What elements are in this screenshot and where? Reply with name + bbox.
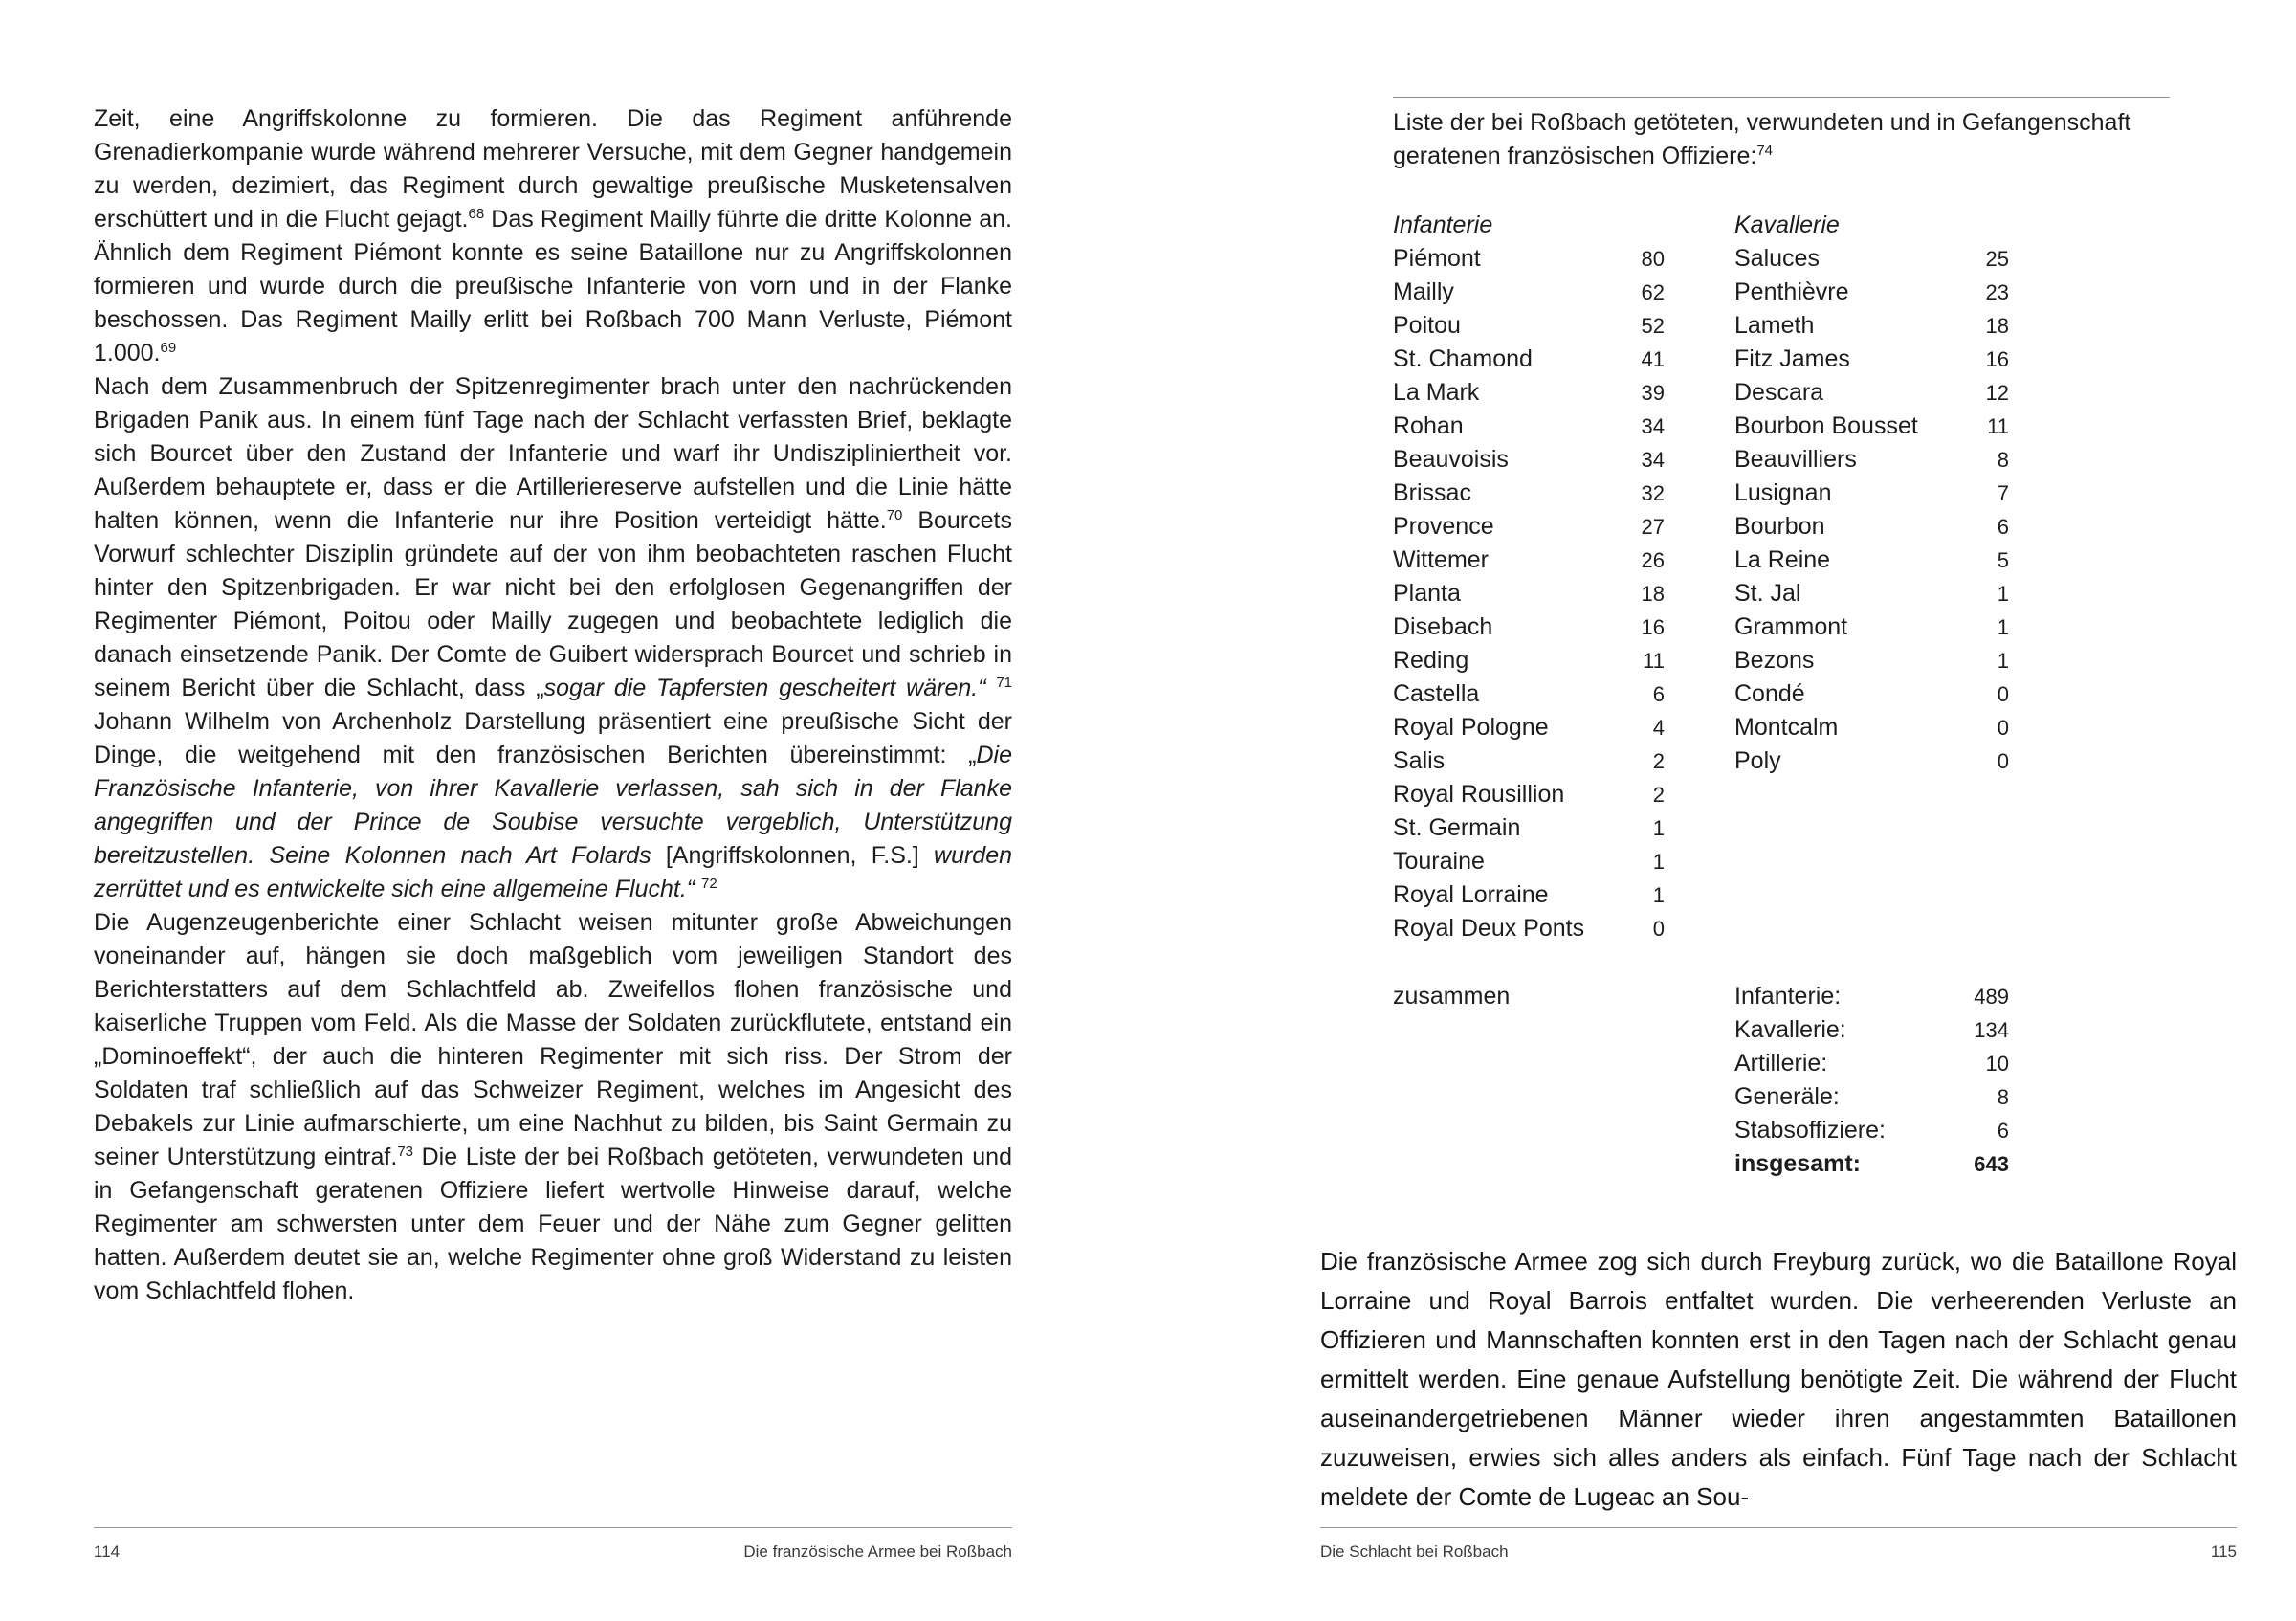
regiment-name: Bourbon xyxy=(1734,513,1825,540)
regiment-name: Mailly xyxy=(1393,278,1454,305)
officer-count: 0 xyxy=(1652,917,1665,941)
totals-value: 489 xyxy=(1974,985,2009,1009)
regiment-name: Royal Lorraine xyxy=(1393,881,1549,908)
table-row xyxy=(1734,544,2009,577)
right-footer xyxy=(1320,1527,2237,1562)
officer-count: 52 xyxy=(1641,314,1665,338)
list-caption: Liste der bei Roßbach getöteten, verwundeten und in Gefangenschaft geratenen französischen Offiziere:$^{74}$ xyxy=(1393,109,2131,169)
officer-count: 5 xyxy=(1997,548,2009,572)
regiment-name: Poly xyxy=(1734,747,1781,774)
table-row xyxy=(1393,778,1665,811)
officer-count: 1 xyxy=(1652,816,1665,840)
totals-category: Kavallerie: xyxy=(1734,1016,1846,1043)
officer-count: 39 xyxy=(1641,381,1665,405)
officer-count: 23 xyxy=(1985,280,2009,304)
table-row xyxy=(1734,343,2009,376)
infanterie-header: Infanterie xyxy=(1393,211,1493,238)
infanterie-column xyxy=(1393,209,1665,945)
totals-row xyxy=(1734,1080,2009,1114)
officer-count: 1 xyxy=(1652,883,1665,907)
paragraph-panik: Nach dem Zusammenbruch der Spitzenregimenter brach unter den nachrückenden Brigaden Panik aus. In einem fünf Tage nach der Schlacht verfassten Brief, beklagte sich Bourcet über den Zustand der Infanterie und warf ihr Undiszipliniertheit vor. Außerdem behauptete er, dass er die Artilleriereserve aufstellen und die Linie hätte halten können, wenn die Infanterie nur ihre Position verteidigt hätte.$^{70}$ Bourcets Vorwurf schlechter Disziplin gründete auf der von ihm beobachteten raschen Flucht hinter den Spitzenbrigaden. Er war nicht bei den erfolglosen Gegenangriffen der Regimenter Piémont, Poitou oder Mailly zugegen und beobachtete lediglich die danach einsetzende Panik. Der Comte de Guibert widersprach Bourcet und schrieb in seinem Bericht über die Schlacht, dass „sogar die Tapfersten gescheitert wären.“ $^{71}$ Johann Wilhelm von Archenholz Darstellung präsentiert eine preußische Sicht der Dinge, die weitgehend mit den französischen Berichten übereinstimmt: „Die Französische Infanterie, von ihrer Kavallerie verlassen, sah sich in der Flanke angegriffen und der Prince de Soubise versuchte vergeblich, Unterstützung bereitzustellen. Seine Kolonnen nach Art Folards [Angriffskolonnen, F.S.] wurden zerrüttet und es entwickelte sich eine allgemeine Flucht.“ $^{72}$ xyxy=(94,373,1013,902)
officer-count: 1 xyxy=(1652,850,1665,874)
officer-count: 80 xyxy=(1641,247,1665,271)
officer-count: 1 xyxy=(1997,582,2009,606)
table-row xyxy=(1393,544,1665,577)
totals-category: Artillerie: xyxy=(1734,1050,1828,1077)
table-row xyxy=(1393,744,1665,778)
officer-count: 6 xyxy=(1997,515,2009,539)
officer-count: 2 xyxy=(1652,783,1665,807)
regiment-name: La Mark xyxy=(1393,379,1480,406)
regiment-name: Rohan xyxy=(1393,412,1464,439)
officer-count: 1 xyxy=(1997,615,2009,639)
totals-category: Stabsoffiziere: xyxy=(1734,1117,1886,1144)
kavallerie-header: Kavallerie xyxy=(1734,211,1840,238)
totals-value: 6 xyxy=(1997,1119,2009,1143)
officer-count: 1 xyxy=(1997,649,2009,673)
officer-count: 32 xyxy=(1641,481,1665,505)
officer-count: 34 xyxy=(1641,414,1665,438)
regiment-name: Provence xyxy=(1393,513,1494,540)
officer-count: 26 xyxy=(1641,548,1665,572)
casualty-list-block xyxy=(1393,97,2170,1181)
left-body-text xyxy=(94,102,1012,1308)
table-row xyxy=(1393,577,1665,611)
regiment-name: Montcalm xyxy=(1734,714,1839,741)
table-row xyxy=(1393,343,1665,376)
left-footer xyxy=(94,1527,1012,1562)
officer-table xyxy=(1393,209,2170,945)
left-running-title: Die französische Armee bei Roßbach xyxy=(743,1543,1012,1561)
table-row xyxy=(1734,510,2009,544)
totals-value: 134 xyxy=(1974,1018,2009,1042)
totals-row xyxy=(1734,980,2009,1013)
totals-row xyxy=(1734,1114,2009,1147)
officer-count: 25 xyxy=(1985,247,2009,271)
table-row xyxy=(1734,276,2009,309)
regiment-name: Royal Pologne xyxy=(1393,714,1549,741)
officer-count: 41 xyxy=(1641,347,1665,371)
officer-count: 16 xyxy=(1641,615,1665,639)
table-row xyxy=(1734,242,2009,276)
table-row xyxy=(1393,309,1665,343)
table-row xyxy=(1734,410,2009,443)
paragraph-rueckzug: Die französische Armee zog sich durch Freyburg zurück, wo die Bataillone Royal Lorraine und Royal Barrois entfaltet wurden. Die verheerenden Verluste an Offizieren und Mannschaften konnten erst in den Tagen nach der Schlacht genau ermittelt werden. Eine genaue Aufstellung benötigte Zeit. Die während der Flucht auseinandergetriebenen Männer wieder ihren angestammten Bataillonen zuzuweisen, erwies sich alles anders als einfach. Fünf Tage nach der Schlacht meldete der Comte de Lugeac an Sou- xyxy=(1320,1247,2237,1511)
table-row xyxy=(1393,644,1665,677)
regiment-name: St. Jal xyxy=(1734,580,1801,607)
officer-count: 0 xyxy=(1997,749,2009,773)
regiment-name: Bezons xyxy=(1734,647,1815,674)
regiment-name: Royal Rousillion xyxy=(1393,781,1565,808)
regiment-name: Reding xyxy=(1393,647,1469,674)
officer-count: 6 xyxy=(1652,682,1665,706)
regiment-name: Wittemer xyxy=(1393,546,1489,573)
table-row xyxy=(1734,611,2009,644)
totals-rows xyxy=(1734,980,2009,1181)
table-row xyxy=(1393,811,1665,845)
regiment-name: Salis xyxy=(1393,747,1446,774)
regiment-name: Disebach xyxy=(1393,613,1493,640)
table-row xyxy=(1734,477,2009,510)
officer-count: 0 xyxy=(1997,682,2009,706)
regiment-name: St. Chamond xyxy=(1393,345,1533,372)
regiment-name: Saluces xyxy=(1734,245,1820,272)
kavallerie-rows xyxy=(1734,242,2009,778)
totals-value: 10 xyxy=(1985,1052,2009,1076)
table-row xyxy=(1734,376,2009,410)
officer-count: 11 xyxy=(1643,649,1665,673)
table-row xyxy=(1393,276,1665,309)
officer-count: 18 xyxy=(1641,582,1665,606)
regiment-name: Castella xyxy=(1393,680,1480,707)
officer-count: 2 xyxy=(1652,749,1665,773)
totals-row xyxy=(1734,1147,2009,1181)
table-row xyxy=(1393,845,1665,878)
paragraph-augenzeugen: Die Augenzeugenberichte einer Schlacht weisen mitunter große Abweichungen voneinander auf, hängen sie doch maßgeblich vom jeweiligen Standort des Berichterstatters auf dem Schlachtfeld ab. Zweifellos flohen französische und kaiserliche Truppen vom Feld. Als die Masse der Soldaten zurückflutete, entstand ein „Dominoeffekt“, der auch die hinteren Regimenter mit sich riss. Der Strom der Soldaten traf schließlich auf das Schweizer Regiment, welches im Angesicht des Debakels zur Linie aufmarschierte, um eine Nachhut zu bilden, bis Saint Germain zu seiner Unterstützung eintraf.$^{73}$ Die Liste der bei Roßbach getöteten, verwundeten und in Gefangenschaft geratenen Offiziere liefert wertvolle Hinweise darauf, welche Regimenter am schwersten unter dem Feuer und der Nähe zum Gegner gelitten hatten. Außerdem deutet sie an, welche Regimenter ohne groß Widerstand zu leisten vom Schlachtfeld flohen. xyxy=(94,909,1012,1304)
officer-count: 62 xyxy=(1641,280,1665,304)
table-row xyxy=(1393,477,1665,510)
totals-category: Infanterie: xyxy=(1734,983,1842,1010)
table-row xyxy=(1393,711,1665,744)
left-page-number: 114 xyxy=(94,1543,121,1561)
regiment-name: Grammont xyxy=(1734,613,1848,640)
table-row xyxy=(1734,644,2009,677)
regiment-name: St. Germain xyxy=(1393,814,1521,841)
totals-value: 643 xyxy=(1974,1152,2009,1176)
officer-count: 11 xyxy=(1987,414,2009,438)
right-running-title: Die Schlacht bei Roßbach xyxy=(1320,1543,1509,1561)
regiment-name: Penthièvre xyxy=(1734,278,1849,305)
table-row xyxy=(1393,878,1665,912)
table-row xyxy=(1734,677,2009,711)
totals-value: 8 xyxy=(1997,1085,2009,1109)
table-row xyxy=(1734,443,2009,477)
right-page-number: 115 xyxy=(2210,1543,2237,1561)
infanterie-rows xyxy=(1393,242,1665,945)
regiment-name: Condé xyxy=(1734,680,1805,707)
regiment-name: Beauvoisis xyxy=(1393,446,1509,473)
officer-count: 16 xyxy=(1985,347,2009,371)
totals-label: zusammen xyxy=(1393,983,1511,1010)
regiment-name: Descara xyxy=(1734,379,1824,406)
table-row xyxy=(1734,711,2009,744)
officer-count: 27 xyxy=(1641,515,1665,539)
table-row xyxy=(1393,443,1665,477)
right-page xyxy=(1320,0,2237,1621)
officer-count: 18 xyxy=(1985,314,2009,338)
table-row xyxy=(1393,912,1665,945)
officer-count: 12 xyxy=(1985,381,2009,405)
officer-count: 34 xyxy=(1641,448,1665,472)
regiment-name: Lusignan xyxy=(1734,479,1832,506)
regiment-name: Poitou xyxy=(1393,312,1461,339)
regiment-name: La Reine xyxy=(1734,546,1831,573)
totals-row xyxy=(1734,1047,2009,1080)
regiment-name: Beauvilliers xyxy=(1734,446,1857,473)
regiment-name: Brissac xyxy=(1393,479,1471,506)
table-row xyxy=(1393,410,1665,443)
officer-count: 7 xyxy=(1997,481,2009,505)
paragraph-regiments: Zeit, eine Angriffskolonne zu formieren. Die das Regiment anführende Grenadierkompanie wurde während mehrerer Versuche, mit dem Gegner handgemein zu werden, dezimiert, das Regiment durch gewaltige preußische Musketensalven erschüttert und in die Flucht gejagt.$^{68}$ Das Regiment Mailly führte die dritte Kolonne an. Ähnlich dem Regiment Piémont konnte es seine Bataillone nur zu Angriffskolonnen formieren und wurde durch die preußische Infanterie von vorn und in der Flanke beschossen. Das Regiment Mailly erlitt bei Roßbach 700 Mann Verluste, Piémont 1.000.69 xyxy=(94,105,1013,366)
officer-count: 0 xyxy=(1997,716,2009,740)
officer-count: 4 xyxy=(1652,716,1665,740)
regiment-name: Touraine xyxy=(1393,848,1485,875)
table-row xyxy=(1393,677,1665,711)
regiment-name: Royal Deux Ponts xyxy=(1393,915,1585,942)
totals-category: Generäle: xyxy=(1734,1083,1840,1110)
table-row xyxy=(1393,611,1665,644)
regiment-name: Lameth xyxy=(1734,312,1815,339)
table-row xyxy=(1393,242,1665,276)
regiment-name: Bourbon Bousset xyxy=(1734,412,1918,439)
totals-row xyxy=(1734,1013,2009,1047)
table-row xyxy=(1393,376,1665,410)
table-row xyxy=(1393,510,1665,544)
kavallerie-column xyxy=(1734,209,2009,945)
regiment-name: Piémont xyxy=(1393,245,1481,272)
regiment-name: Fitz James xyxy=(1734,345,1850,372)
totals-section xyxy=(1393,980,2170,1181)
officer-count: 8 xyxy=(1997,448,2009,472)
regiment-name: Planta xyxy=(1393,580,1461,607)
table-row xyxy=(1734,577,2009,611)
table-row xyxy=(1734,744,2009,778)
left-page xyxy=(94,0,1012,1621)
table-row xyxy=(1734,309,2009,343)
totals-category: insgesamt: xyxy=(1734,1150,1861,1177)
list-top-rule xyxy=(1393,97,2170,98)
